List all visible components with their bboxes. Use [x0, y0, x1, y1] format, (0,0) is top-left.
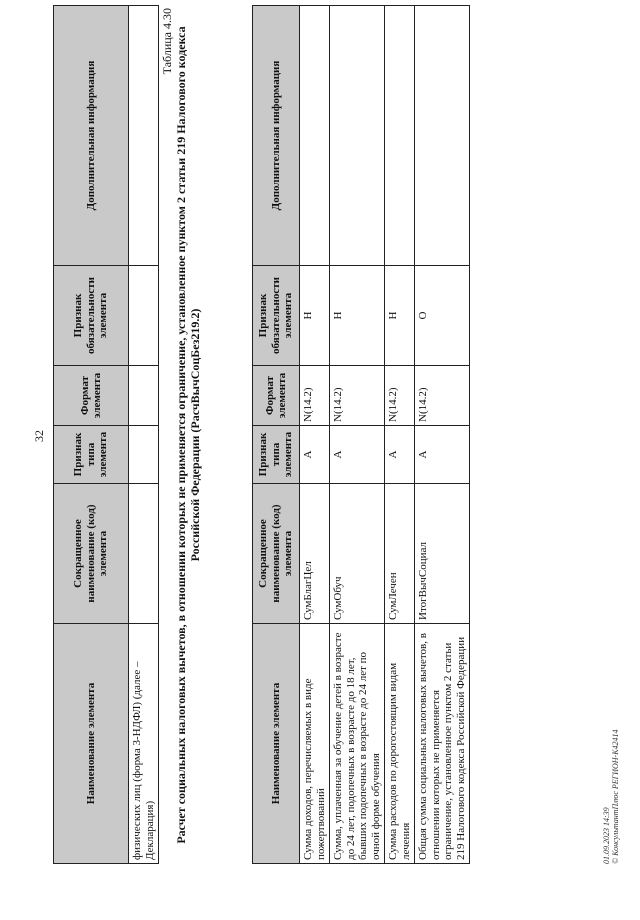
- cell-required: Н: [385, 266, 415, 366]
- cell-type: А: [385, 426, 415, 484]
- header-name: Наименование элемента: [253, 624, 300, 864]
- cell-name: Сумма, уплаченная за обучение детей в возрасте до 24 лет, подопечных в возрасте до 18 лет, бывших подопечных в возрасте до 24 лет по очной форме обучения: [330, 624, 385, 864]
- cell-name: Общая сумма социальных налоговых вычетов, в отношении которых не применяется ограничение, установленное пунктом 2 статьи 219 Налогового кодекса Российской Федерации: [415, 624, 470, 864]
- cell-type: А: [330, 426, 385, 484]
- table-number: Таблица 4.30: [160, 8, 174, 75]
- cell-info: [330, 6, 385, 266]
- cell-name: физических лиц (форма 3-НДФЛ) (далее – Декларация): [129, 624, 159, 864]
- header-required: Признак обязательности элемента: [253, 266, 300, 366]
- table-header-row: [54, 6, 129, 864]
- table-row: [385, 6, 415, 864]
- table-row: [300, 6, 330, 864]
- table-4-30: [252, 5, 470, 864]
- header-info: Дополнительная информация: [54, 6, 129, 266]
- header-format: Формат элемента: [253, 366, 300, 426]
- cell-format: N(14.2): [385, 366, 415, 426]
- cell-type: А: [415, 426, 470, 484]
- cell-info: [385, 6, 415, 266]
- rotated-page: [20, 8, 620, 900]
- cell-code: СумОбуч: [330, 484, 385, 624]
- table-row: [415, 6, 470, 864]
- footer-date: 01.09.2023 14:39: [602, 807, 611, 864]
- table-title: Расчет социальных налоговых вычетов, в отношении которых не применяется ограничение, установленное пунктом 2 статьи 219 Налогового кодекса Российской Федерации (РасчВычСоцБез219.2): [174, 26, 202, 844]
- cell-required: Н: [300, 266, 330, 366]
- table-continued: [53, 5, 159, 864]
- page-number: 32: [32, 430, 46, 442]
- header-type: Признак типа элемента: [54, 426, 129, 484]
- cell-type: А: [300, 426, 330, 484]
- cell-info: [300, 6, 330, 266]
- cell-info: [415, 6, 470, 266]
- cell-format: N(14.2): [415, 366, 470, 426]
- header-format: Формат элемента: [54, 366, 129, 426]
- cell-format: N(14.2): [330, 366, 385, 426]
- header-type: Признак типа элемента: [253, 426, 300, 484]
- table-header-row: [253, 6, 300, 864]
- cell-required: Н: [330, 266, 385, 366]
- cell-code: ИтогВычСоциал: [415, 484, 470, 624]
- header-required: Признак обязательности элемента: [54, 266, 129, 366]
- cell-code: СумБлагЦел: [300, 484, 330, 624]
- footer-source: © КонсультантПлюс РЕГИОН-К42414: [611, 729, 620, 864]
- cell-name: Сумма расходов по дорогостоящим видам лечения: [385, 624, 415, 864]
- header-code: Сокращенное наименование (код) элемента: [253, 484, 300, 624]
- cell-required: О: [415, 266, 470, 366]
- header-info: Дополнительная информация: [253, 6, 300, 266]
- header-name: Наименование элемента: [54, 624, 129, 864]
- table-row: [129, 6, 159, 864]
- table-row: [330, 6, 385, 864]
- cell-code: СумЛечен: [385, 484, 415, 624]
- header-code: Сокращенное наименование (код) элемента: [54, 484, 129, 624]
- footer-stamp: [602, 729, 620, 864]
- cell-format: N(14.2): [300, 366, 330, 426]
- cell-name: Сумма доходов, перечисляемых в виде пожертвований: [300, 624, 330, 864]
